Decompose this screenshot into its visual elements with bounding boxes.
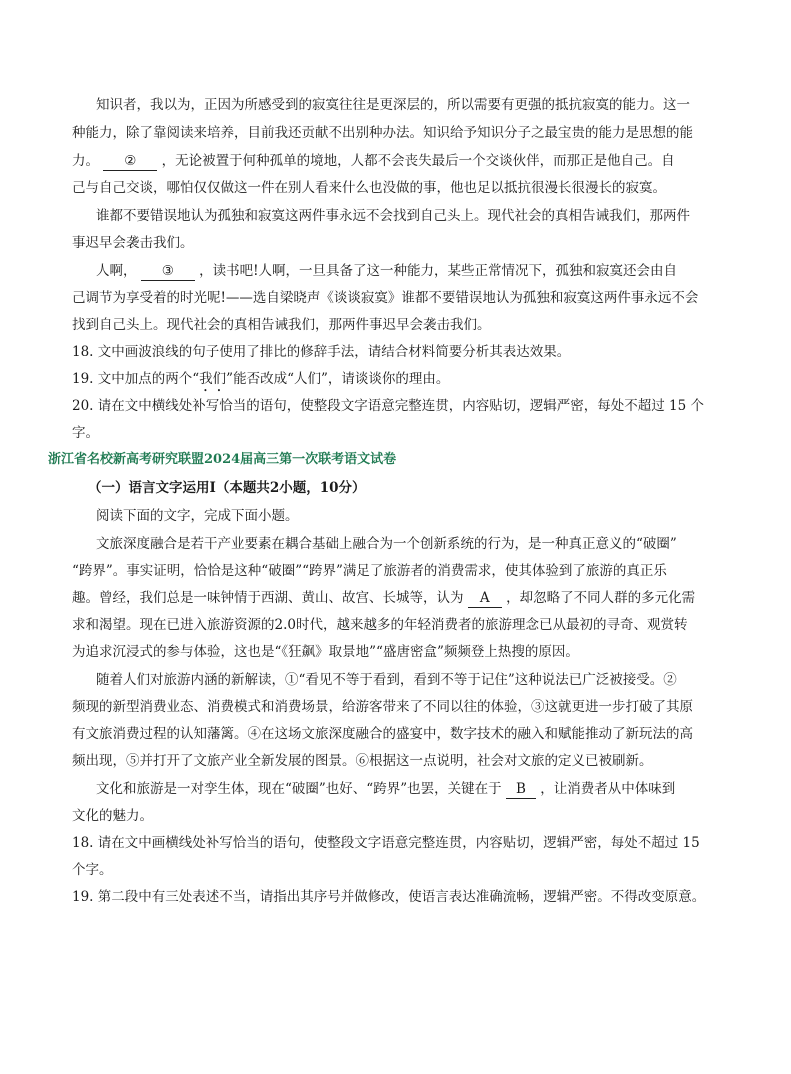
passage2-p2-line3: 有文旅消费过程的认知藩篱。④在这场文旅深度融合的盛宴中，数字技术的融入和赋能推动了新玩法的高 xyxy=(72,726,693,742)
section-title: （一）语言文字运用Ⅰ（本题共2小题，10分） xyxy=(88,480,366,496)
passage2-p1-line4: 求和渴望。现在已进入旅游资源的2.0时代，越来越多的年轻消费者的旅游理念已从最初的寻奇、观赏转 xyxy=(72,617,688,633)
passage2-p3-line1-start: 文化和旅游是一对孪生体，现在“破圈”也好、“跨界”也罢，关键在于 xyxy=(96,781,502,797)
passage1-p3-line3: 找到自己头上。现代社会的真相告诫我们，那两件事迟早会袭击我们。 xyxy=(72,317,491,333)
passage1-p1-line3 xyxy=(72,152,675,170)
passage1-p3-line1 xyxy=(96,262,677,280)
passage1-p1-line4: 己与自己交谈，哪怕仅仅做这一件在别人看来什么也没做的事，他也足以抵抗很漫长很漫长的寂寞。 xyxy=(72,180,666,196)
passage1-p2-line2: 事迟早会袭击我们。 xyxy=(72,235,194,251)
question2-18-line1: 18. 请在文中画横线处补写恰当的语句，使整段文字语意完整连贯，内容贴切，逻辑严密，每处不超过 15 xyxy=(72,835,700,851)
passage1-p3-line1-start: 人啊， xyxy=(96,263,137,279)
blank-b: B xyxy=(506,780,536,799)
question-19-start: 19. 文中加点的两个“ xyxy=(72,371,200,387)
question2-19: 19. 第二段中有三处表述不当，请指出其序号并做修改，使语言表达准确流畅，逻辑严密。不得改变原意。 xyxy=(72,889,706,905)
question-19 xyxy=(72,370,449,388)
question-20-line2: 字。 xyxy=(72,425,99,441)
passage2-p1-line3-end: ，却忽略了不同人群的多元化需 xyxy=(506,590,696,606)
blank-2: ② xyxy=(103,152,157,171)
passage2-p1-line3 xyxy=(72,589,695,607)
passage1-p1-line3-start: 力。 xyxy=(72,153,99,169)
passage2-p2-line4: 频出现，⑤并打开了文旅产业全新发展的图景。⑥根据这一点说明，社会对文旅的定义已被刷新。 xyxy=(72,753,653,769)
dotted-word: 我们 xyxy=(199,371,227,387)
passage2-p1-line3-start: 趣。曾经，我们总是一味钟情于西湖、黄山、故宫、长城等，认为 xyxy=(72,590,468,606)
passage2-p2-line2: 频现的新型消费业态、消费模式和消费场景，给游客带来了不同以往的体验，③这就更进一步打破了其原 xyxy=(72,699,693,715)
passage1-p3-line1-end: ，读书吧!人啊，一旦具备了这一种能力，某些正常情况下，孤独和寂寞还会由自 xyxy=(199,263,678,279)
instruction: 阅读下面的文字，完成下面小题。 xyxy=(96,508,299,524)
passage2-p3-line2: 文化的魅力。 xyxy=(72,808,153,824)
passage2-p1-line1: 文旅深度融合是若干产业要素在耦合基础上融合为一个创新系统的行为，是一种真正意义的“破圈” xyxy=(96,536,677,552)
blank-a: A xyxy=(468,589,502,608)
passage2-p1-line5: 为追求沉浸式的参与体验，这也是“《狂飙》取景地”“盛唐密盒”频频登上热搜的原因。 xyxy=(72,644,579,660)
passage2-p1-line2: “跨界”。事实证明，恰恰是这种“破圈”“跨界”满足了旅游者的消费需求，使其体验到了旅游的真正乐 xyxy=(72,563,667,579)
passage2-p3-line1-end: ，让消费者从中体味到 xyxy=(540,781,676,797)
blank-3: ③ xyxy=(141,262,195,281)
passage1-p3-line2: 己调节为享受着的时光呢!——选自梁晓声《谈谈寂寞》谁都不要错误地认为孤独和寂寞这两件事永远不会 xyxy=(72,290,699,306)
passage1-p1-line2: 种能力，除了靠阅读来培养，目前我还贡献不出别种办法。知识给予知识分子之最宝贵的能力是思想的能 xyxy=(72,125,693,141)
question-18: 18. 文中画波浪线的句子使用了排比的修辞手法，请结合材料简要分析其表达效果。 xyxy=(72,344,571,360)
passage2-p2-line1: 随着人们对旅游内涵的新解读，①“看见不等于看到，看到不等于记住”这种说法已广泛被接受。② xyxy=(96,672,677,688)
exam-title: 浙江省名校新高考研究联盟2024届高三第一次联考语文试卷 xyxy=(48,452,397,467)
passage2-p3-line1 xyxy=(96,780,675,798)
passage1-p1-line3-end: ，无论被置于何种孤单的境地，人都不会丧失最后一个交谈伙伴，而那正是他自己。自 xyxy=(161,153,675,169)
question-20-line1: 20. 请在文中横线处补写恰当的语句，使整段文字语意完整连贯，内容贴切，逻辑严密，每处不超过 15 个 xyxy=(72,398,705,414)
passage1-p2-line1: 谁都不要错误地认为孤独和寂寞这两件事永远不会找到自己头上。现代社会的真相告诫我们，那两件 xyxy=(96,208,690,224)
passage1-p1-line1: 知识者，我以为，正因为所感受到的寂寞往往是更深层的，所以需要有更强的抵抗寂寞的能力。这一 xyxy=(96,97,690,113)
question-19-end: ”能否改成“人们”，请谈谈你的理由。 xyxy=(226,371,450,387)
question2-18-line2: 个字。 xyxy=(72,862,113,878)
